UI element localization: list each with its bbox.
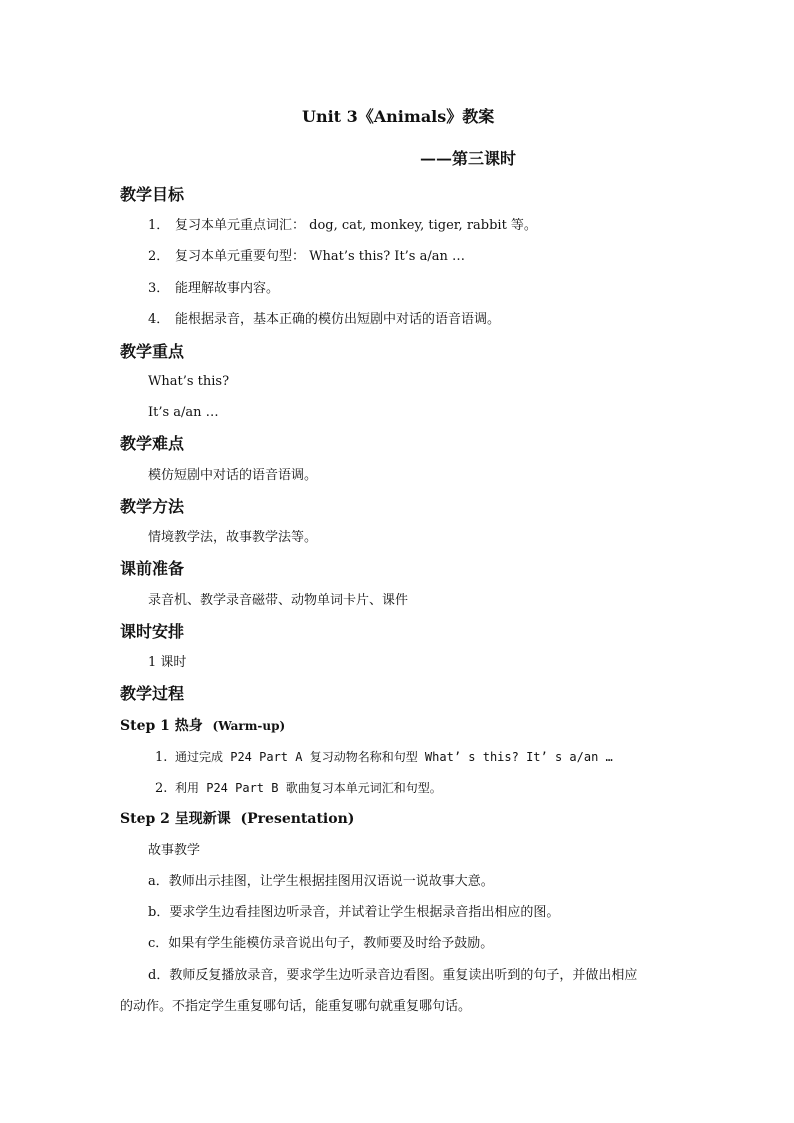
step1-item-number: 2. [155,781,168,796]
step2-item: a．教师出示挂图，让学生根据挂图用汉语说一说故事大意。 [148,874,494,889]
schedule-text: 1 课时 [148,655,187,670]
objective-text: 能根据录音，基本正确的模仿出短剧中对话的语音语调。 [175,312,501,327]
objective-item [148,311,500,329]
step2-english: (Presentation) [240,811,355,827]
step1-item-text: 通过完成 P24 Part A 复习动物名称和句型 What’ s this? It’ s a/an … [175,750,613,764]
heading-preparation: 课前准备 [120,559,185,578]
heading-process: 教学过程 [120,684,185,703]
objective-number: 4． [148,312,170,327]
key-point-line: What’s this? [148,374,230,389]
step2-item: c．如果有学生能模仿录音说出句子，教师要及时给予鼓励。 [148,936,494,951]
step2-item-continuation: 的动作。不指定学生重复哪句话，能重复哪句就重复哪句话。 [120,999,472,1014]
heading-schedule: 课时安排 [120,622,185,641]
objective-text: 复习本单元重要句型： What’s this? It’s a/an … [175,249,465,264]
heading-methods: 教学方法 [120,497,185,516]
objective-text: 复习本单元重点词汇： dog, cat, monkey, tiger, rabbit 等。 [175,218,537,233]
key-point-line: It’s a/an … [148,405,219,420]
step1-item-text: 利用 P24 Part B 歌曲复习本单元词汇和句型。 [175,781,442,795]
objective-item [148,217,537,235]
difficulties-text: 模仿短剧中对话的语音语调。 [148,468,318,483]
preparation-text: 录音机、教学录音磁带、动物单词卡片、课件 [148,593,409,608]
objective-item [148,248,465,266]
step2-label: Step 2 呈现新课 [120,811,231,827]
step2-item: b．要求学生边看挂图边听录音，并试着让学生根据录音指出相应的图。 [148,905,560,920]
objective-text: 能理解故事内容。 [175,281,280,296]
step2-item: d．教师反复播放录音，要求学生边听录音边看图。重复读出听到的句子，并做出相应 [148,968,638,983]
step1-item [155,779,442,798]
step1-heading [120,717,285,735]
objective-item [148,280,279,298]
objective-number: 2． [148,249,170,264]
step2-intro: 故事教学 [148,843,201,858]
heading-difficulties: 教学难点 [120,434,185,453]
step1-english: (Warm-up) [212,719,286,733]
methods-text: 情境教学法，故事教学法等。 [148,530,318,545]
objective-number: 1． [148,218,170,233]
heading-objectives: 教学目标 [120,185,185,204]
step1-label: Step 1 热身 [120,718,203,734]
step2-heading [120,810,354,828]
step1-item-number: 1. [155,750,168,765]
heading-key-points: 教学重点 [120,342,185,361]
objective-number: 3． [148,281,170,296]
step1-item [155,748,613,767]
document-title: Unit 3《Animals》教案 [302,107,495,126]
document-subtitle: ——第三课时 [420,149,517,168]
